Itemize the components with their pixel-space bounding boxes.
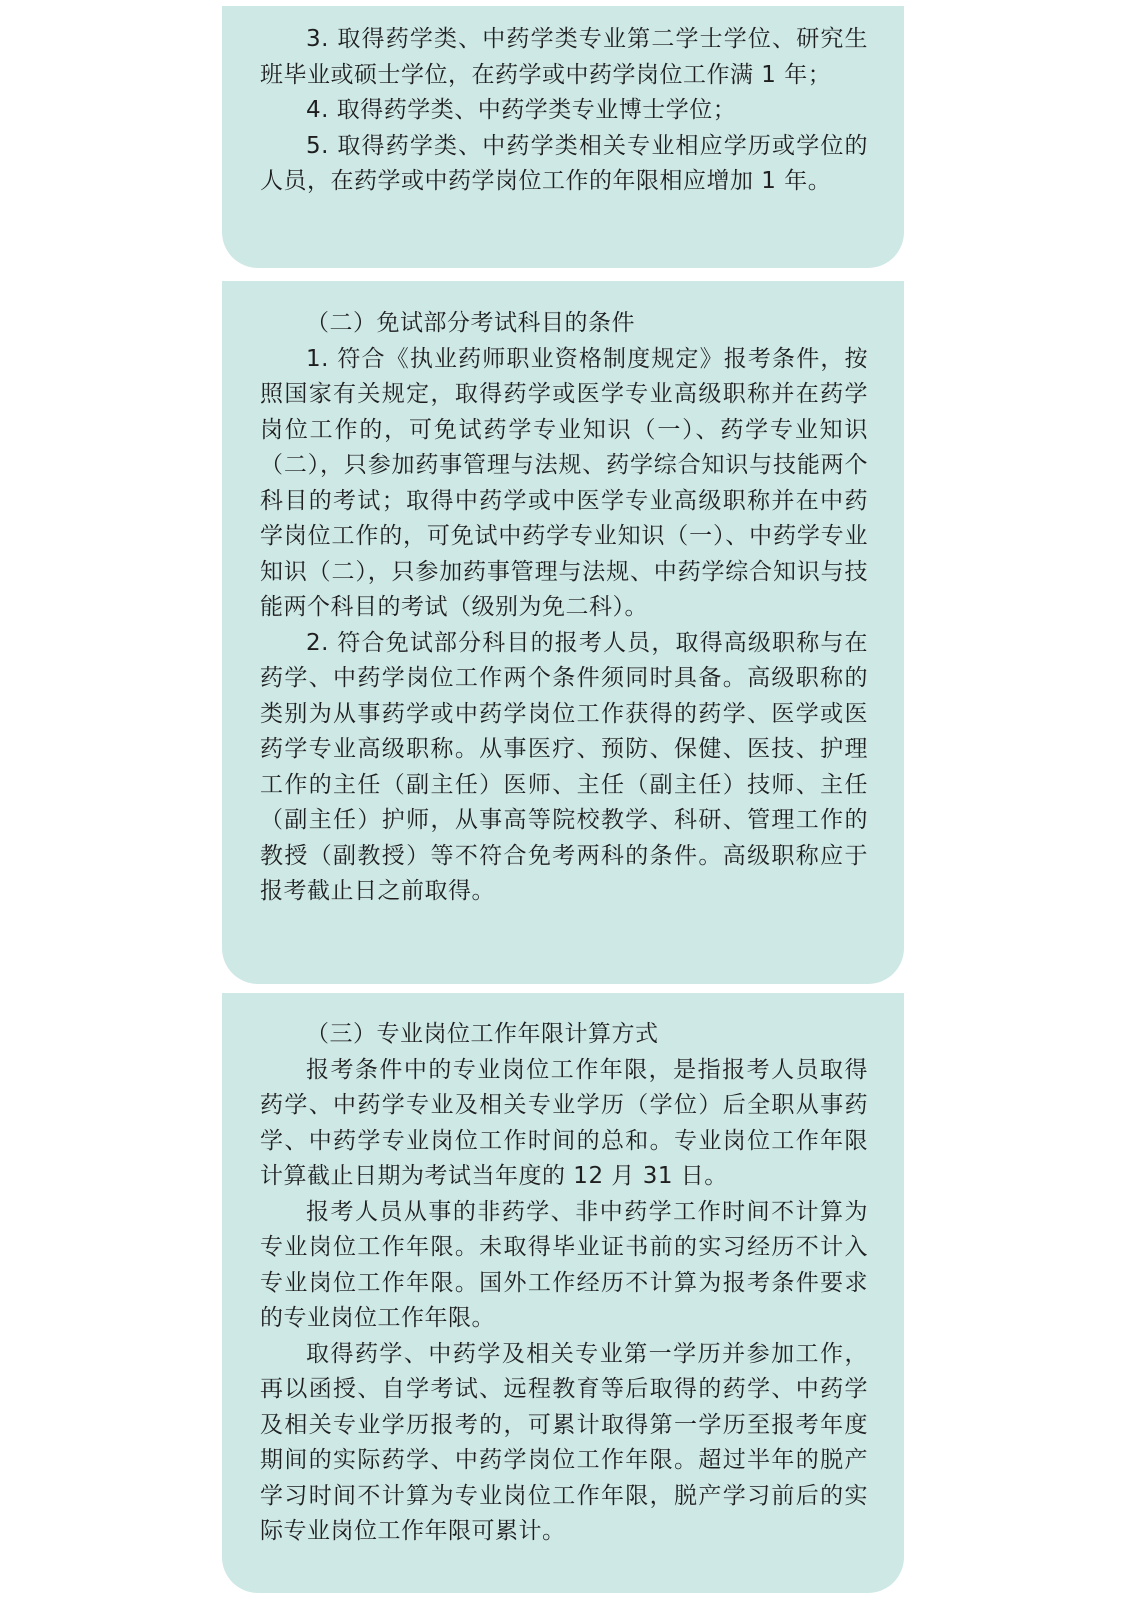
exemption-paragraph-2: 2. 符合免试部分科目的报考人员，取得高级职称与在药学、中药学岗位工作两个条件须同时具备。高级职称的类别为从事药学或中药学岗位工作获得的药学、医学或医药学专业高级职称。从事医疗、预防、保健、医技、护理工作的主任（副主任）医师、主任（副主任）技师、主任（副主任）护师，从事高等院校教学、科研、管理工作的教授（副教授）等不符合免考两科的条件。高级职称应于报考截止日之前取得。 (260, 629, 868, 904)
work-years-paragraph-2: 报考人员从事的非药学、非中药学工作时间不计算为专业岗位工作年限。未取得毕业证书前的实习经历不计入专业岗位工作年限。国外工作经历不计算为报考条件要求的专业岗位工作年限。 (260, 1198, 868, 1331)
exemption-paragraph-1: 1. 符合《执业药师职业资格制度规定》报考条件，按照国家有关规定，取得药学或医学专业高级职称并在药学岗位工作的，可免试药学专业知识（一）、药学专业知识（二），只参加药事管理与法规、药学综合知识与技能两个科目的考试；取得中药学或中医学专业高级职称并在中药学岗位工作的，可免试中药学专业知识（一）、中药学专业知识（二），只参加药事管理与法规、中药学综合知识与技能两个科目的考试（级别为免二科）。 (260, 345, 868, 620)
work-years-calculation-panel (222, 993, 904, 1593)
requirement-item-3: 3. 取得药学类、中药学类专业第二学士学位、研究生班毕业或硕士学位，在药学或中药学岗位工作满 1 年； (260, 26, 868, 88)
work-years-paragraph-1: 报考条件中的专业岗位工作年限，是指报考人员取得药学、中药学专业及相关专业学历（学位）后全职从事药学、中药学专业岗位工作时间的总和。专业岗位工作年限计算截止日期为考试当年度的 12 月 31 日。 (260, 1056, 868, 1189)
work-years-paragraph-3: 取得药学、中药学及相关专业第一学历并参加工作，再以函授、自学考试、远程教育等后取得的药学、中药学及相关专业学历报考的，可累计取得第一学历至报考年度期间的实际药学、中药学岗位工作年限。超过半年的脱产学习时间不计算为专业岗位工作年限，脱产学习前后的实际专业岗位工作年限可累计。 (260, 1340, 868, 1544)
requirement-item-4: 4. 取得药学类、中药学类专业博士学位； (306, 97, 737, 123)
exemption-conditions-panel (222, 281, 904, 984)
section-heading-exemption: （二）免试部分考试科目的条件 (306, 310, 635, 336)
section-heading-work-years: （三）专业岗位工作年限计算方式 (306, 1021, 659, 1047)
requirements-panel-continued (222, 6, 904, 268)
requirement-item-5: 5. 取得药学类、中药学类相关专业相应学历或学位的人员，在药学或中药学岗位工作的年限相应增加 1 年。 (260, 132, 868, 194)
